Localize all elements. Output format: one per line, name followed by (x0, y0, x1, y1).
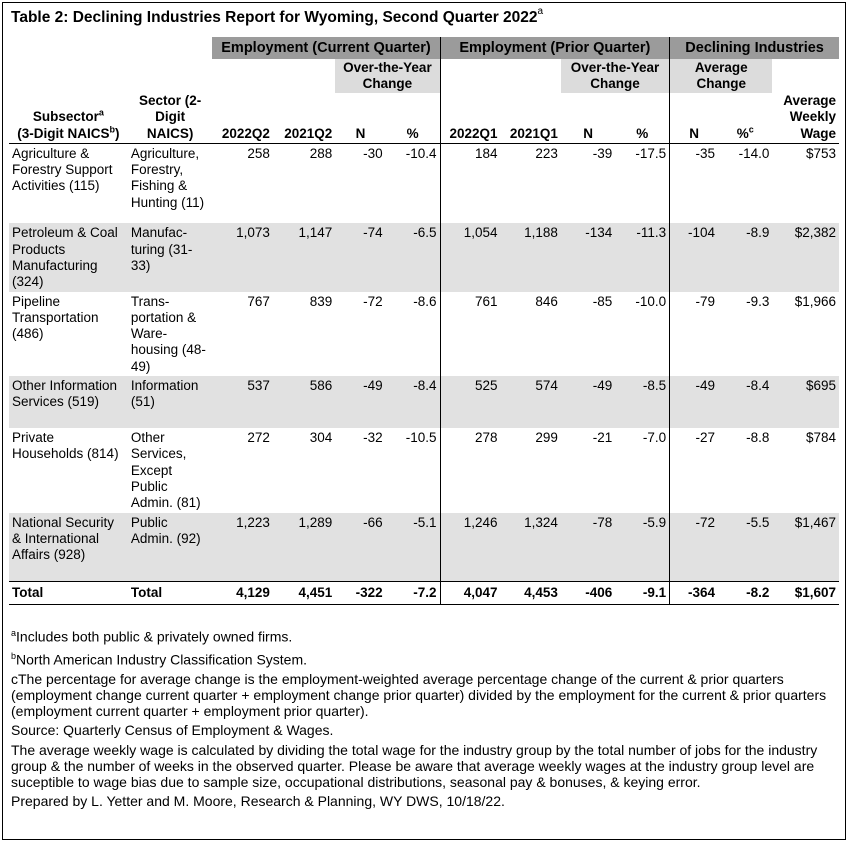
group-current-quarter: Employment (Current Quarter) (212, 37, 440, 59)
oty-change-prior: Over-the-Year Change (561, 59, 670, 93)
col-subsector: Subsector$^a$ (3-Digit NAICS$^b$) (17, 107, 120, 141)
table-row: National Security & International Affairs (928) Public Admin. (92) 1,223 1,289 -66 -5.1 1,246 1,324 -78 -5.9 -72 -5.5 $1,467 (9, 513, 839, 582)
col-sector: Sector (2-Digit NAICS) (139, 93, 202, 141)
col-pct-declining: %$^c$ (736, 124, 754, 141)
title-footnote-mark: a (537, 6, 544, 17)
total-row: Total Total 4,129 4,451 -322 -7.2 4,047 4,453 -406 -9.1 -364 -8.2 $1,607 (9, 582, 839, 605)
footnote-b: $^b$North American Industry Classification System. (11, 650, 308, 668)
subgroup-header-row (9, 59, 839, 93)
table-row: Private Households (814) Other Services, Except Public Admin. (81) 272 304 -32 -10.5 278 299 -21 -7.0 -27 -8.8 $784 (9, 428, 839, 512)
col-pct-prior: % (636, 125, 649, 141)
table-body (9, 143, 839, 604)
table-title-text: Table 2: Declining Industries Report for Wyoming, Second Quarter 2022 (11, 9, 538, 27)
col-2021q1: 2021Q1 (509, 125, 558, 141)
table-row: Other Information Services (519) Information (51) 537 586 -49 -8.4 525 574 -49 -8.5 -49 -8.4 $695 (9, 376, 839, 428)
table-row: Agriculture & Forestry Support Activities (115) Agriculture, Forestry, Fishing & Hunting (11) 258 288 -30 -10.4 184 223 -39 -17.5 -35 -14.0 $753 (9, 143, 839, 223)
declining-industries-table (9, 37, 839, 605)
report-frame (2, 2, 846, 840)
column-header-row (9, 93, 839, 143)
col-n-current: N (355, 125, 366, 141)
table-title (11, 8, 543, 27)
col-n-declining: N (670, 93, 718, 143)
average-change: Average Change (670, 59, 773, 93)
wage-note: The average weekly wage is calculated by dividing the total wage for the industry group by the total number of jobs for the industry group & the number of weeks in the observed quarter. Please be aware that average weekly wages at the industry group level are suceptible to wage bias due to sample size, occupational distributions, seasonal pay & bonuses, & keying error. (11, 741, 818, 790)
col-2021q2: 2021Q2 (284, 125, 333, 141)
col-n-prior: N (583, 125, 593, 141)
table-row: Petroleum & Coal Products Manufacturing (324) Manufac-turing (31-33) 1,073 1,147 -74 -6.5 1,054 1,188 -134 -11.3 -104 -8.9 $2,382 (9, 223, 839, 291)
col-pct-current: % (406, 125, 419, 141)
group-header-row (9, 37, 839, 59)
table-row: Pipeline Transportation (486) Trans-portation & Ware-housing (48-49) 767 839 -72 -8.6 761 846 -85 -10.0 -79 -9.3 $1,966 (9, 292, 839, 376)
group-declining-industries: Declining Industries (670, 37, 839, 59)
prepared-by: Prepared by L. Yetter and M. Moore, Research & Planning, WY DWS, 10/18/22. (11, 793, 505, 810)
source-note: Source: Quarterly Census of Employment & Wages. (11, 722, 334, 739)
oty-change-current: Over-the-Year Change (335, 59, 440, 93)
footnotes (11, 625, 837, 812)
col-2022q1: 2022Q1 (440, 93, 500, 143)
col-average-weekly-wage: Average Weekly Wage (783, 93, 836, 141)
group-prior-quarter: Employment (Prior Quarter) (440, 37, 670, 59)
col-2022q2: 2022Q2 (221, 125, 270, 141)
footnote-c: cThe percentage for average change is the employment-weighted average percentage change of the current & prior quarters (employment change current quarter + employment change prior quarter) divided by the employment for the current & prior quarters (employment current quarter + employment prior quarter). (11, 670, 827, 720)
footnote-a: $^a$Includes both public & privately owned firms. (11, 628, 293, 645)
